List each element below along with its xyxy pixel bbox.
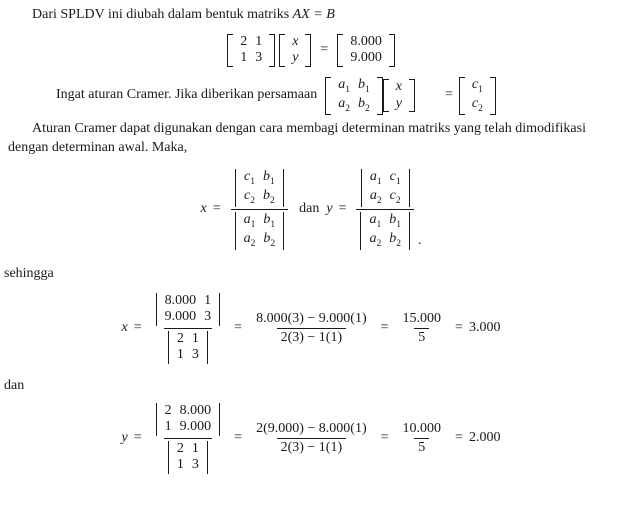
numerator xyxy=(152,402,225,438)
denominator: 2(3) − 1(1) xyxy=(277,438,347,456)
denominator xyxy=(231,209,289,251)
cell: y xyxy=(395,95,402,111)
equals-sign: = xyxy=(338,201,347,217)
denominator: 2(3) − 1(1) xyxy=(277,328,347,346)
cell: $a_2$ xyxy=(243,230,256,249)
intro-text: Dari SPLDV ini diubah dalam bentuk matriks xyxy=(32,7,293,22)
x-label: x xyxy=(200,201,207,217)
cell: $c_1$ xyxy=(471,76,483,95)
conjunction-dan: dan xyxy=(299,201,320,217)
cell: 1 xyxy=(255,33,263,49)
cell: $c_1$ xyxy=(389,168,401,187)
paragraph-cramer-rule xyxy=(0,76,622,116)
label-dan: dan xyxy=(4,377,25,393)
vector-c xyxy=(459,76,496,116)
denominator xyxy=(356,209,414,251)
cell: $a_1$ xyxy=(243,211,256,230)
cell: $a_2$ xyxy=(369,187,382,206)
equation-ax-b xyxy=(0,33,622,68)
cell: $b_2$ xyxy=(263,230,276,249)
intro-formula: AX = B xyxy=(292,7,335,22)
cell: 8.000 xyxy=(164,292,197,308)
equation-cramer-general xyxy=(0,168,622,251)
numerator xyxy=(357,168,414,209)
denominator: 5 xyxy=(414,328,429,346)
equals-sign: = xyxy=(234,320,243,336)
result-x: 3.000 xyxy=(468,320,501,336)
label-sehingga: sehingga xyxy=(4,265,54,281)
cell: 2 xyxy=(176,330,184,346)
cell: 1 xyxy=(176,457,184,473)
cell: $b_1$ xyxy=(262,168,275,187)
vector-xy xyxy=(383,78,415,113)
x-label: x xyxy=(121,320,128,336)
numerator: 8.000(3) − 9.000(1) xyxy=(256,310,367,326)
cell: $c_2$ xyxy=(471,95,483,114)
fraction-expanded-x xyxy=(252,311,371,346)
fraction-x xyxy=(231,168,289,251)
cell: 9.000 xyxy=(179,419,212,435)
period: . xyxy=(418,232,422,248)
cell: y xyxy=(292,50,299,66)
cell: 2 xyxy=(240,33,248,49)
cell: $b_1$ xyxy=(263,211,276,230)
cell: 1 xyxy=(240,50,248,66)
fraction-y xyxy=(356,168,414,251)
cramer-text: Ingat aturan Cramer. Jika diberikan persamaan xyxy=(56,87,318,103)
paragraph-cramer-desc: Aturan Cramer dapat digunakan dengan cara membagi determinan matriks yang telah dimodifikasi dengan determinan awal. Maka, xyxy=(8,120,586,155)
equals-sign: = xyxy=(133,320,142,336)
cell: $a_1$ xyxy=(338,76,350,95)
cell: 1 xyxy=(191,330,199,346)
numerator xyxy=(231,168,288,209)
cell: $c_2$ xyxy=(389,187,401,206)
equals-sign: = xyxy=(234,430,243,446)
numerator: 15.000 xyxy=(402,310,442,326)
denominator xyxy=(164,438,212,475)
cell: 3 xyxy=(204,309,212,325)
equation-solve-y xyxy=(0,402,622,475)
paragraph-intro xyxy=(0,0,622,25)
cell: $a_1$ xyxy=(369,168,382,187)
result-y: 2.000 xyxy=(468,430,501,446)
cell: 3 xyxy=(255,50,263,66)
y-label: y xyxy=(326,201,333,217)
cell: $c_1$ xyxy=(244,168,255,187)
equals-sign: = xyxy=(133,430,142,446)
vector-B xyxy=(337,33,395,68)
equals-sign: = xyxy=(380,320,389,336)
cell: x xyxy=(395,79,402,95)
fraction-expanded-y xyxy=(252,421,371,456)
numerator: 10.000 xyxy=(402,420,442,436)
cell: 1 xyxy=(164,419,172,435)
fraction-simplified-x xyxy=(399,311,446,346)
matrix-A xyxy=(227,33,275,68)
equals-sign: = xyxy=(455,320,463,336)
cell: 3 xyxy=(191,457,199,473)
cell: $b_2$ xyxy=(262,187,275,206)
cell: 2 xyxy=(176,440,184,456)
equals-sign: = xyxy=(455,430,463,446)
denominator xyxy=(164,328,212,365)
cell: 8.000 xyxy=(179,402,212,418)
cell: x xyxy=(292,33,299,49)
equation-solve-x xyxy=(0,292,622,365)
fraction-determinants-x xyxy=(152,292,225,365)
cell: $a_2$ xyxy=(369,230,382,249)
numerator xyxy=(152,292,225,328)
cell: $a_2$ xyxy=(338,95,350,114)
cell: 1 xyxy=(204,292,212,308)
cell: $a_1$ xyxy=(369,211,382,230)
equals-sign: = xyxy=(212,201,221,217)
cell: $b_2$ xyxy=(358,95,370,114)
cell: 9.000 xyxy=(164,309,197,325)
cell: $c_2$ xyxy=(244,187,255,206)
fraction-determinants-y xyxy=(152,402,225,475)
equals-sign: = xyxy=(320,42,329,58)
cell: 1 xyxy=(191,440,199,456)
cell: 3 xyxy=(191,347,199,363)
vector-X xyxy=(279,33,311,68)
denominator: 5 xyxy=(414,438,429,456)
matrix-coeff xyxy=(325,76,383,116)
equals-sign: = xyxy=(380,430,389,446)
cell: 1 xyxy=(176,347,184,363)
cell: 2 xyxy=(164,402,172,418)
cell: 9.000 xyxy=(350,50,382,66)
cell: $b_2$ xyxy=(389,230,402,249)
equals-sign: = xyxy=(444,87,453,103)
numerator: 2(9.000) − 8.000(1) xyxy=(256,420,367,436)
cell: 8.000 xyxy=(350,33,382,49)
y-label: y xyxy=(121,430,128,446)
cell: $b_1$ xyxy=(389,211,402,230)
cell: $b_1$ xyxy=(358,76,370,95)
fraction-simplified-y xyxy=(399,421,446,456)
